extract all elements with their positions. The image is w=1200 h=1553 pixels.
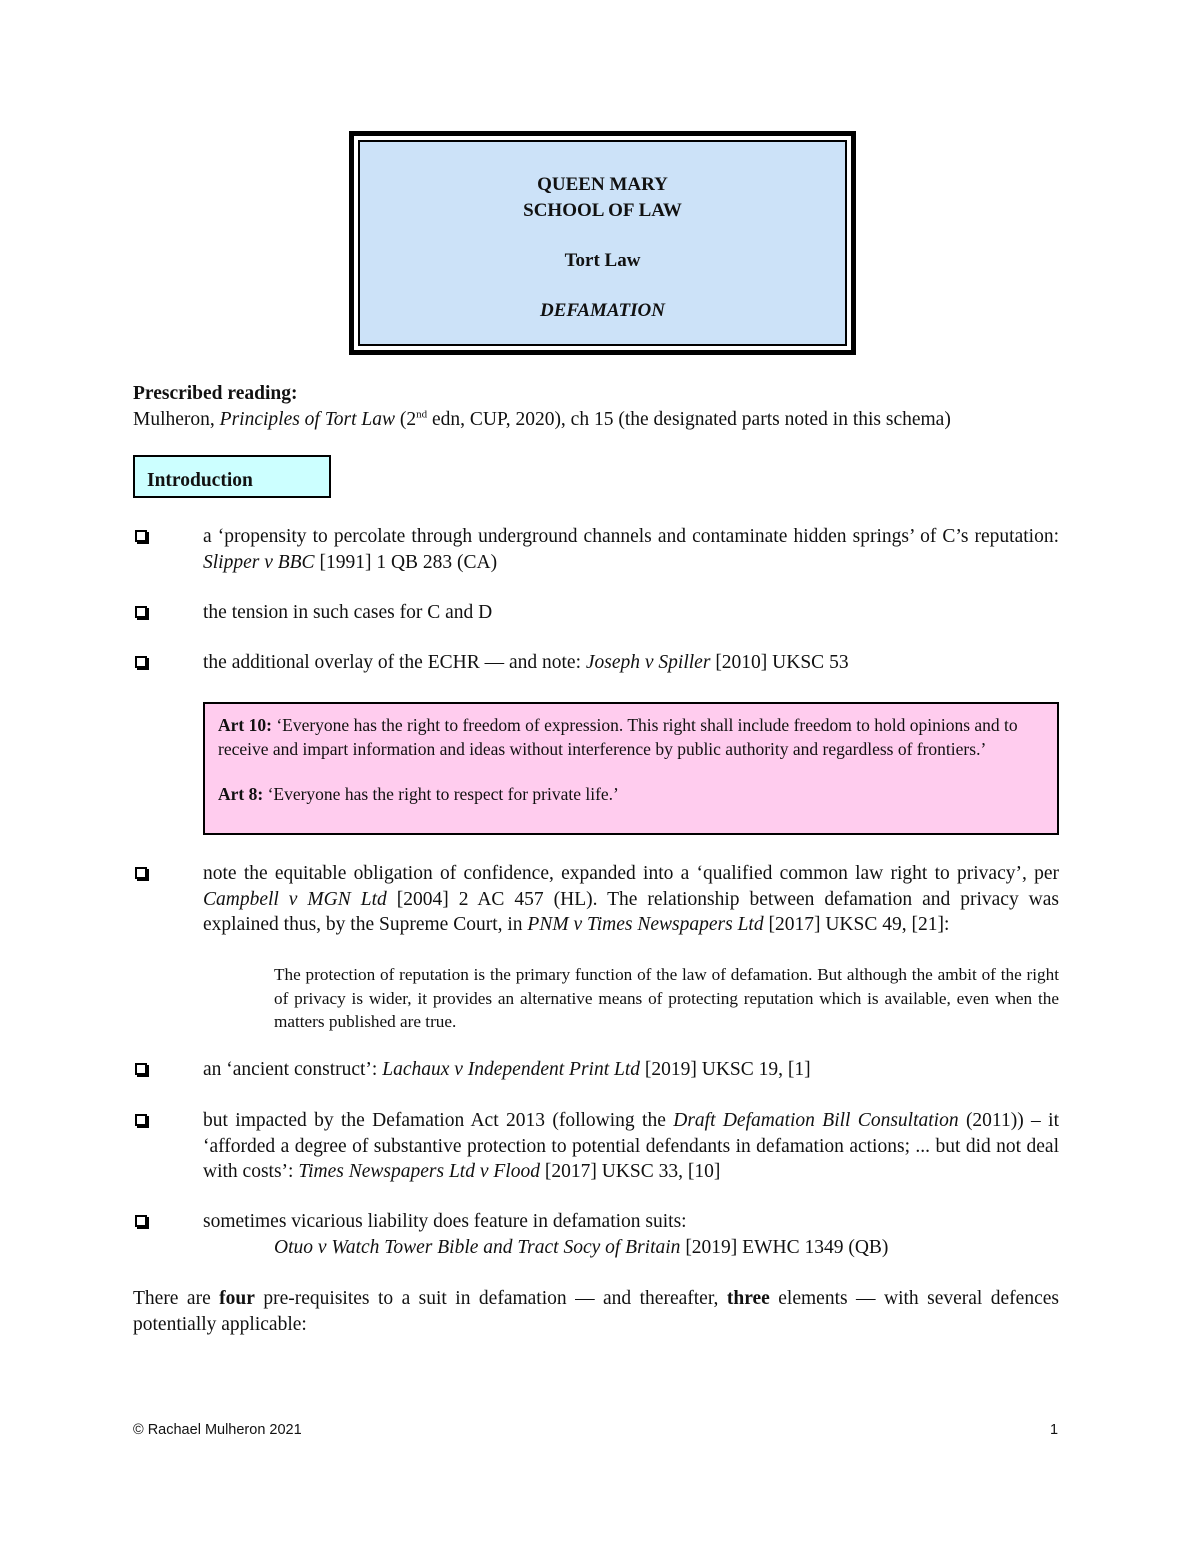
checkbox-bullet-icon <box>135 1215 147 1227</box>
bullet-item: an ‘ancient construct’: Lachaux v Independent Print Ltd [2019] UKSC 19, [1] <box>203 1059 811 1080</box>
bullet-item: the additional overlay of the ECHR — and note: Joseph v Spiller [2010] UKSC 53 <box>203 652 849 673</box>
reading-citation: Mulheron, Principles of Tort Law (2nd edn, CUP, 2020), ch 15 (the designated parts noted in this schema) <box>133 408 951 430</box>
title-box <box>349 131 856 355</box>
article-8: Art 8: ‘Everyone has the right to respect for private life.’ <box>218 784 619 804</box>
institution-line2: SCHOOL OF LAW <box>523 200 682 221</box>
subject-title: Tort Law <box>564 250 641 271</box>
checkbox-bullet-icon <box>135 606 147 618</box>
bullet-item: the tension in such cases for C and D <box>203 602 493 623</box>
echr-articles-box <box>203 702 1059 835</box>
bullet-item: note the equitable obligation of confidence, expanded into a ‘qualified common law right to privacy’, per Campbell v MGN Ltd [2004] 2 AC 457 (HL). The relationship between defamation and privacy was explained thus, by the Supreme Court, in PNM v Times Newspapers Ltd [2017] UKSC 49, [21]: <box>203 863 1059 936</box>
closing-paragraph: There are four pre-requisites to a suit in defamation — and thereafter, three elements — with several defences potentially applicable: <box>133 1288 1059 1335</box>
title-box-inner <box>358 140 847 346</box>
bullet-item: sometimes vicarious liability does feature in defamation suits: <box>203 1211 687 1232</box>
article-10: Art 10: ‘Everyone has the right to freedom of expression. This right shall include freedom to hold opinions and to receive and impart information and ideas without interference by public authority and regardless of frontiers.’ <box>218 715 1018 759</box>
reading-heading: Prescribed reading: <box>133 383 298 404</box>
topic-title: DEFAMATION <box>540 300 665 321</box>
checkbox-bullet-icon <box>135 656 147 668</box>
block-quote: The protection of reputation is the primary function of the law of defamation. But although the ambit of the right of privacy is wider, it provides an alternative means of protecting reputation which is available, even when the matters published are true. <box>274 965 1059 1031</box>
footer-copyright: © Rachael Mulheron 2021 <box>133 1422 302 1438</box>
bullet-item-case: Otuo v Watch Tower Bible and Tract Socy of Britain [2019] EWHC 1349 (QB) <box>274 1237 889 1258</box>
bullet-item: but impacted by the Defamation Act 2013 (following the Draft Defamation Bill Consultation (2011)) – it ‘afforded a degree of substantive protection to potential defendants in defamation actions; ... but did not deal with costs’: Times Newspapers Ltd v Flood [2017] UKSC 33, [10] <box>203 1110 1060 1183</box>
bullet-item: a ‘propensity to percolate through underground channels and contaminate hidden springs’ of C’s reputation: Slipper v BBC [1991] 1 QB 283 (CA) <box>203 526 1059 573</box>
checkbox-bullet-icon <box>135 1114 147 1126</box>
page-number: 1 <box>1050 1422 1059 1438</box>
institution-line1: QUEEN MARY <box>537 174 668 195</box>
checkbox-bullet-icon <box>135 867 147 879</box>
checkbox-bullet-icon <box>135 1063 147 1075</box>
section-heading-introduction: Introduction <box>133 455 331 498</box>
checkbox-bullet-icon <box>135 530 147 542</box>
